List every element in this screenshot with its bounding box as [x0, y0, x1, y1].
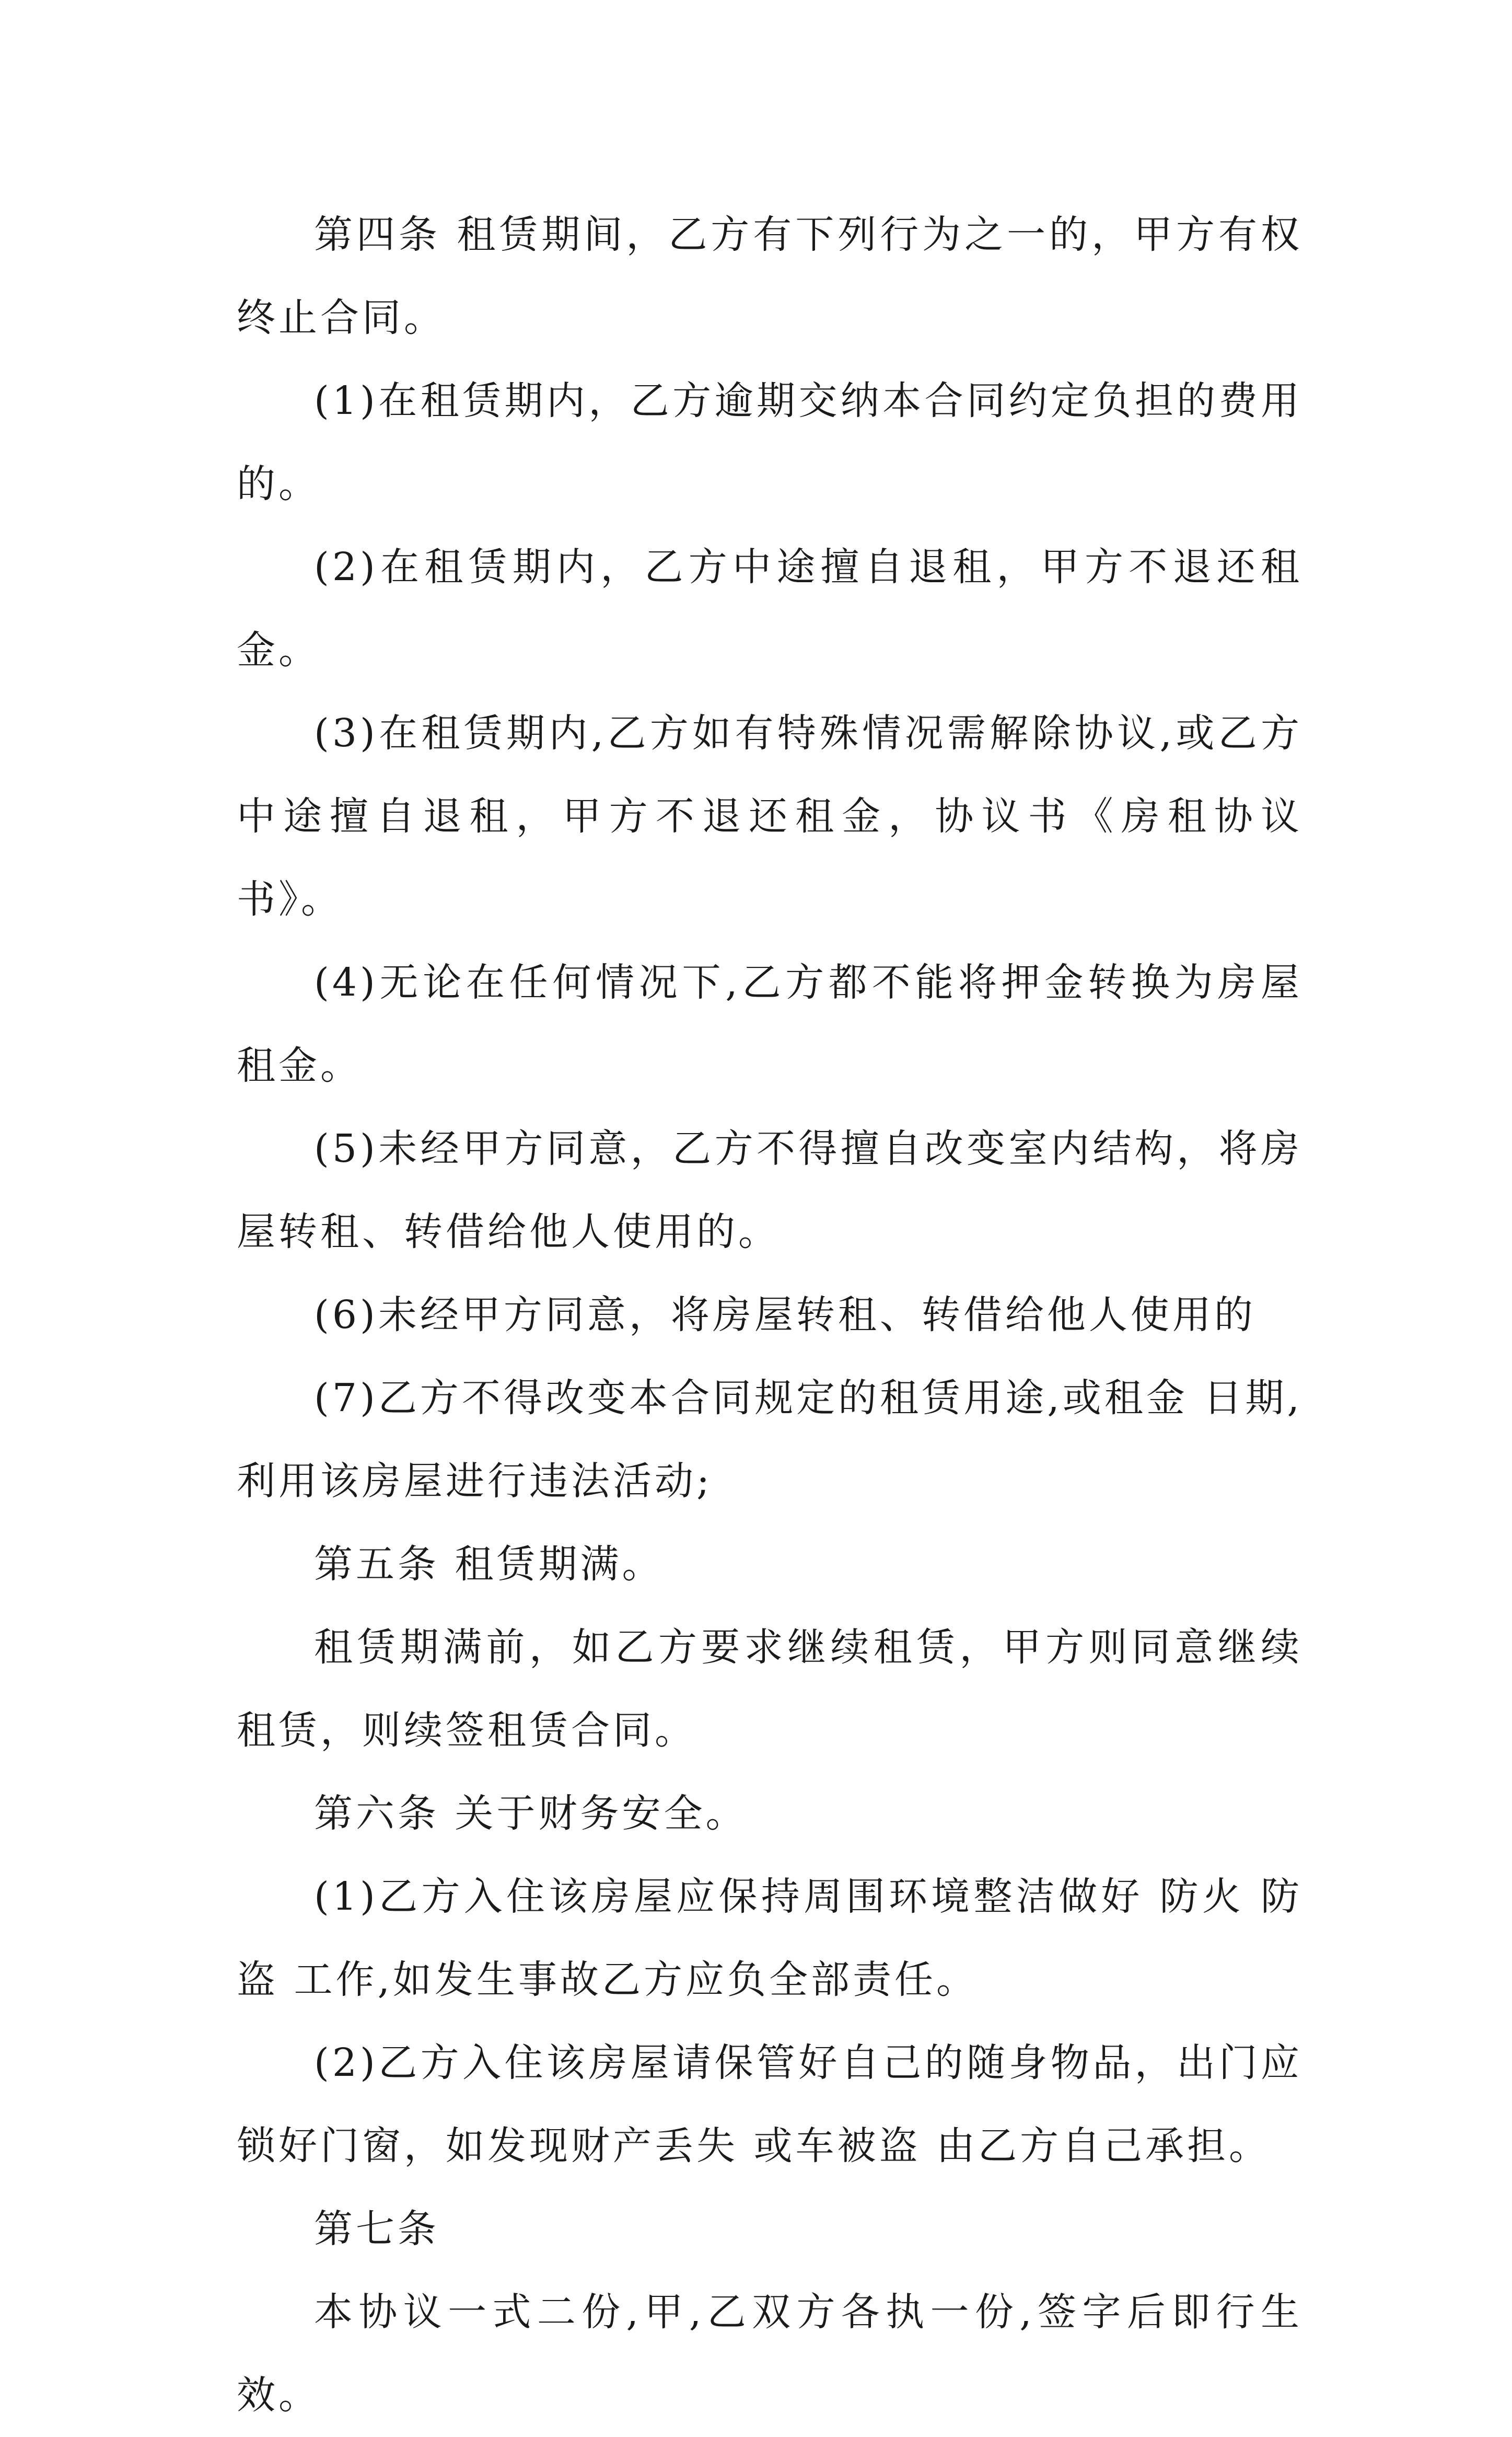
- clause-7-body: 本协议一式二份,甲,乙双方各执一份,签字后即行生效。: [237, 2290, 1302, 2418]
- clause-4-item-6: (6)未经甲方同意，将房屋转租、转借给他人使用的: [314, 1292, 1256, 1337]
- clause-4-item-1: (1)在租赁期内，乙方逾期交纳本合同约定负担的费用的。: [237, 378, 1302, 506]
- clause-7-heading: 第七条: [314, 2207, 439, 2251]
- clause-6-item-2: (2)乙方入住该房屋请保管好自己的随身物品，出门应锁好门窗，如发现财产丢失 或车被盗 由乙方自己承担。: [237, 2040, 1302, 2168]
- clause-4-item-2: (2)在租赁期内，乙方中途擅自退租，甲方不退还租金。: [237, 545, 1302, 673]
- clause-6-item-1: (1)乙方入住该房屋应保持周围环境整洁做好 防火 防盗 工作,如发生事故乙方应负全部责任。: [237, 1874, 1302, 2002]
- clause-5-body: 租赁期满前，如乙方要求继续租赁，甲方则同意继续租赁，则续签租赁合同。: [237, 1625, 1302, 1753]
- clause-4-heading: 第四条 租赁期间，乙方有下列行为之一的，甲方有权终止合同。: [237, 212, 1302, 340]
- document-body: [237, 193, 1302, 2437]
- clause-4-item-4: (4)无论在任何情况下,乙方都不能将押金转换为房屋租金。: [237, 960, 1302, 1088]
- clause-6-heading: 第六条 关于财务安全。: [314, 1791, 748, 1836]
- clause-5-heading: 第五条 租赁期满。: [314, 1542, 664, 1587]
- clause-4-item-3: (3)在租赁期内,乙方如有特殊情况需解除协议,或乙方中途擅自退租，甲方不退还租金，协议书《房租协议书》。: [237, 711, 1302, 922]
- clause-4-item-7: (7)乙方不得改变本合同规定的租赁用途,或租金 日期,利用该房屋进行违法活动;: [237, 1376, 1302, 1504]
- clause-4-item-5: (5)未经甲方同意，乙方不得擅自改变室内结构，将房屋转租、转借给他人使用的。: [237, 1126, 1302, 1254]
